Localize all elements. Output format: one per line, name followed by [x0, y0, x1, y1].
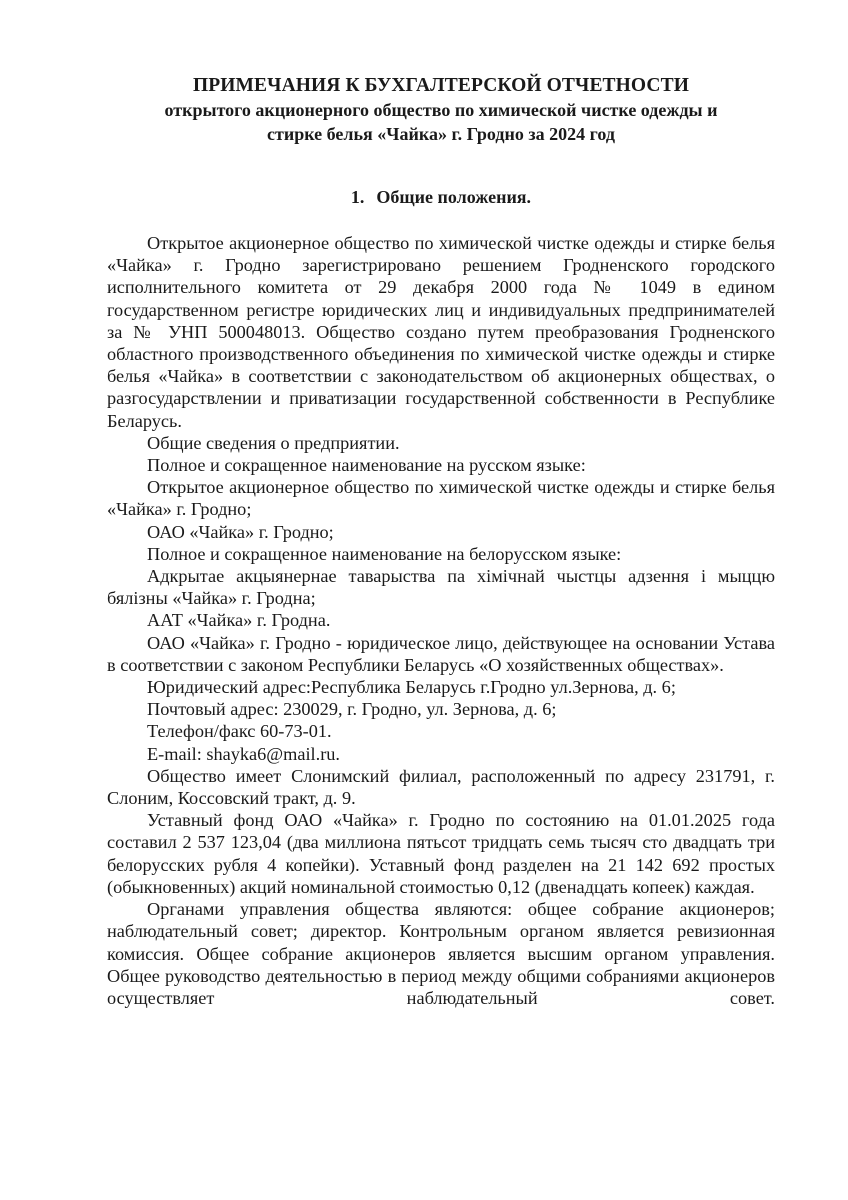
section-heading [107, 186, 775, 208]
paragraph-belarusian-name-label: Полное и сокращенное наименование на белорусском языке: [147, 543, 622, 564]
section-number: 1. [350, 187, 365, 207]
paragraph-belarusian-full-name: Адкрытае акцыянернае таварыства па хімічнай чыстцы адзення і мыццю бялізны «Чайка» г. Гродна; [107, 566, 775, 609]
document-subtitle-line-1: открытого акционерного общество по химической чистке одежды и [164, 100, 718, 120]
paragraph-phone-fax: Телефон/факс 60-73-01. [147, 721, 332, 742]
paragraph-russian-short-name: ОАО «Чайка» г. Гродно; [147, 521, 334, 542]
document-subtitle-line-2: стирке белья «Чайка» г. Гродно за 2024 год [267, 124, 615, 144]
paragraph-governance: Органами управления общества являются: общее собрание акционеров; наблюдательный совет; директор. Контрольным органом является ревизионная комиссия. Общее собрание акционеров является высшим органом управления. Общее руководство деятельностью в период между общими собраниями акционеров осуществляет наблюдательный совет. [107, 899, 775, 1008]
paragraph-email: E-mail: shayka6@mail.ru. [147, 743, 340, 764]
document-page [107, 74, 775, 1009]
paragraph-russian-name-label: Полное и сокращенное наименование на русском языке: [147, 455, 586, 476]
section-title: Общие положения. [376, 187, 532, 207]
paragraph-branch: Общество имеет Слонимский филиал, расположенный по адресу 231791, г. Слоним, Коссовский тракт, д. 9. [107, 765, 775, 809]
document-title: ПРИМЕЧАНИЯ К БУХГАЛТЕРСКОЙ ОТЧЕТНОСТИ [193, 75, 689, 96]
paragraph-russian-full-name: Открытое акционерное общество по химической чистке одежды и стирке белья «Чайка» г. Гродно; [107, 477, 775, 520]
paragraph-belarusian-short-name: ААТ «Чайка» г. Гродна. [147, 610, 331, 631]
paragraph-registration: Открытое акционерное общество по химической чистке одежды и стирке белья «Чайка» г. Гродно зарегистрировано решением Гродненского городского исполнительного комитета от 29 декабря 2000 года № 1049 в едином государственном регистре юридических лиц и индивидуальных предпринимателей за № УНП 500048013. Общество создано путем преобразования Гродненского областного производственного объединения по химической чистке одежды и стирке белья «Чайка» в соответствии с законодательством об акционерных обществах, о разгосударствлении и приватизации государственной собственности в Республике Беларусь. [107, 233, 775, 431]
paragraph-postal-address: Почтовый адрес: 230029, г. Гродно, ул. Зернова, д. 6; [147, 699, 557, 720]
paragraph-legal-address: Юридический адрес:Республика Беларусь г.Гродно ул.Зернова, д. 6; [147, 677, 676, 698]
paragraph-general-info: Общие сведения о предприятии. [147, 432, 400, 453]
paragraph-legal-status: ОАО «Чайка» г. Гродно - юридическое лицо, действующее на основании Устава в соответствии с законом Республики Беларусь «О хозяйственных обществах». [107, 632, 775, 675]
paragraph-charter-fund: Уставный фонд ОАО «Чайка» г. Гродно по состоянию на 01.01.2025 года составил 2 537 123,04 (два миллиона пятьсот тридцать семь тысяч сто двадцать три белорусских рубля 4 копейки). Уставный фонд разделен на 21 142 692 простых (обыкновенных) акций номинальной стоимостью 0,12 (двенадцать копеек) каждая. [107, 810, 775, 897]
